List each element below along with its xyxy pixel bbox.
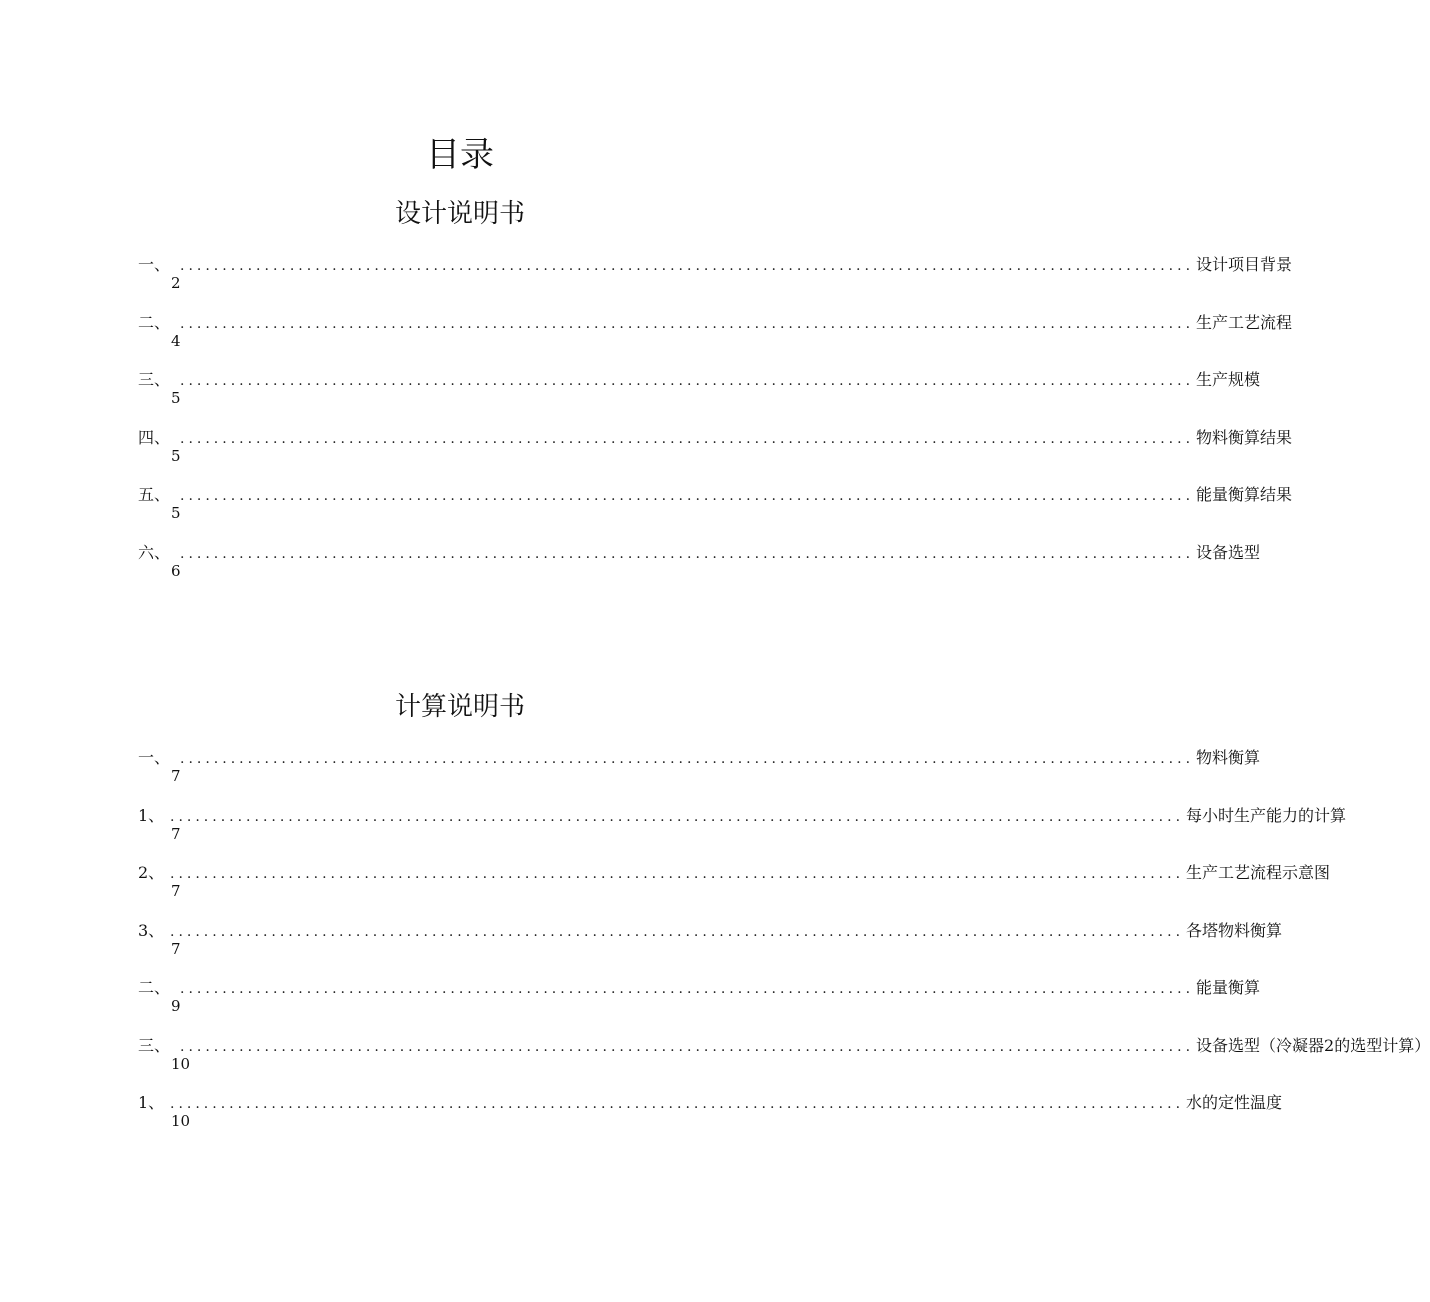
- toc-entry-number: 3、: [138, 920, 165, 940]
- toc-entry-label: 能量衡算结果: [1196, 485, 1293, 504]
- toc-entry-line: [138, 482, 1293, 506]
- toc-entry-line: [138, 252, 1293, 276]
- toc-leader-dots: ........................................................................................................................: [180, 373, 1195, 389]
- toc-entry[interactable]: [0, 1090, 1283, 1148]
- toc-entry-number: 二、: [138, 978, 171, 997]
- toc-entry-number: 三、: [138, 1035, 171, 1055]
- toc-leader-dots: ........................................................................................................................: [180, 1038, 1195, 1055]
- toc-entry-page-number: 4: [171, 331, 181, 350]
- toc-entry-page-number: 5: [171, 504, 181, 522]
- toc-entry-page-number: 5: [171, 389, 181, 407]
- toc-entry[interactable]: [0, 860, 1331, 918]
- toc-entry[interactable]: [0, 367, 1261, 425]
- toc-list-design: [0, 252, 1293, 597]
- toc-entry-number: 1、: [138, 1093, 165, 1112]
- toc-entry-number: 六、: [138, 542, 171, 562]
- toc-entry-number: 1、: [138, 805, 165, 825]
- toc-entry-label: 物料衡算: [1196, 748, 1261, 767]
- page-title: 目录: [426, 135, 494, 175]
- toc-entry-line: [138, 367, 1261, 391]
- toc-entry-number: 二、: [138, 312, 171, 332]
- toc-leader-dots: ........................................................................................................................: [180, 545, 1195, 562]
- toc-entry-page-number: 10: [171, 1054, 191, 1073]
- toc-entry[interactable]: [0, 918, 1283, 976]
- toc-entry-page-number: 7: [171, 939, 181, 958]
- toc-entry-label: 生产规模: [1196, 370, 1261, 389]
- toc-entry-label: 水的定性温度: [1186, 1093, 1283, 1112]
- toc-entry-label: 物料衡算结果: [1196, 427, 1293, 447]
- toc-entry-line: [138, 975, 1261, 999]
- toc-entry[interactable]: [0, 975, 1261, 1033]
- section-heading-calc: 计算说明书: [394, 692, 525, 722]
- toc-leader-dots: ........................................................................................................................: [180, 430, 1195, 447]
- toc-entry[interactable]: [0, 745, 1261, 803]
- toc-entry-page-number: 7: [171, 767, 181, 785]
- toc-entry-line: [138, 1090, 1283, 1114]
- toc-leader-dots: ........................................................................................................................: [180, 751, 1195, 767]
- toc-leader-dots: ........................................................................................................................: [180, 981, 1195, 997]
- toc-entry-label: 每小时生产能力的计算: [1186, 805, 1347, 825]
- toc-entry-line: [138, 1033, 1430, 1057]
- toc-leader-dots: ........................................................................................................................: [180, 315, 1195, 332]
- toc-leader-dots: ........................................................................................................................: [170, 866, 1185, 882]
- toc-entry-number: 四、: [138, 427, 171, 447]
- toc-entry-number: 一、: [138, 748, 171, 767]
- toc-entry[interactable]: [0, 310, 1293, 368]
- toc-entry-line: [138, 745, 1261, 769]
- toc-entry-line: [138, 425, 1293, 449]
- toc-entry-label: 能量衡算: [1196, 978, 1261, 997]
- toc-entry-page-number: 7: [171, 824, 181, 843]
- toc-list-calc: [0, 745, 1430, 1148]
- toc-entry[interactable]: [0, 482, 1293, 540]
- toc-entry-line: [138, 803, 1347, 827]
- toc-leader-dots: ........................................................................................................................: [170, 808, 1185, 825]
- toc-entry-number: 五、: [138, 485, 171, 504]
- toc-entry-number: 三、: [138, 370, 171, 389]
- toc-entry-page-number: 10: [171, 1112, 191, 1130]
- toc-entry[interactable]: [0, 540, 1261, 598]
- toc-leader-dots: ........................................................................................................................: [170, 923, 1185, 940]
- toc-entry-label: 设计项目背景: [1196, 255, 1293, 274]
- toc-entry-line: [138, 310, 1293, 334]
- toc-entry-number: 一、: [138, 255, 171, 274]
- toc-leader-dots: ........................................................................................................................: [170, 1096, 1185, 1112]
- section-heading-design: 设计说明书: [394, 199, 525, 229]
- toc-entry[interactable]: [0, 252, 1293, 310]
- toc-entry-label: 生产工艺流程示意图: [1186, 863, 1331, 882]
- toc-entry-label: 设备选型（冷凝器2的选型计算）: [1196, 1035, 1430, 1055]
- toc-entry-page-number: 5: [171, 446, 181, 465]
- toc-entry-line: [138, 918, 1283, 942]
- toc-entry-line: [138, 540, 1261, 564]
- toc-leader-dots: ........................................................................................................................: [180, 488, 1195, 504]
- toc-entry-page-number: 2: [171, 274, 181, 292]
- toc-entry-line: [138, 860, 1331, 884]
- toc-entry-page-number: 9: [171, 997, 181, 1015]
- toc-entry-label: 设备选型: [1196, 542, 1261, 562]
- toc-entry[interactable]: [0, 803, 1347, 861]
- toc-entry-label: 生产工艺流程: [1196, 312, 1293, 332]
- toc-entry-page-number: 6: [171, 561, 181, 580]
- toc-entry-number: 2、: [138, 863, 165, 882]
- toc-entry[interactable]: [0, 1033, 1430, 1091]
- toc-entry[interactable]: [0, 425, 1293, 483]
- toc-entry-page-number: 7: [171, 882, 181, 900]
- toc-entry-label: 各塔物料衡算: [1186, 920, 1283, 940]
- toc-leader-dots: ........................................................................................................................: [180, 258, 1195, 274]
